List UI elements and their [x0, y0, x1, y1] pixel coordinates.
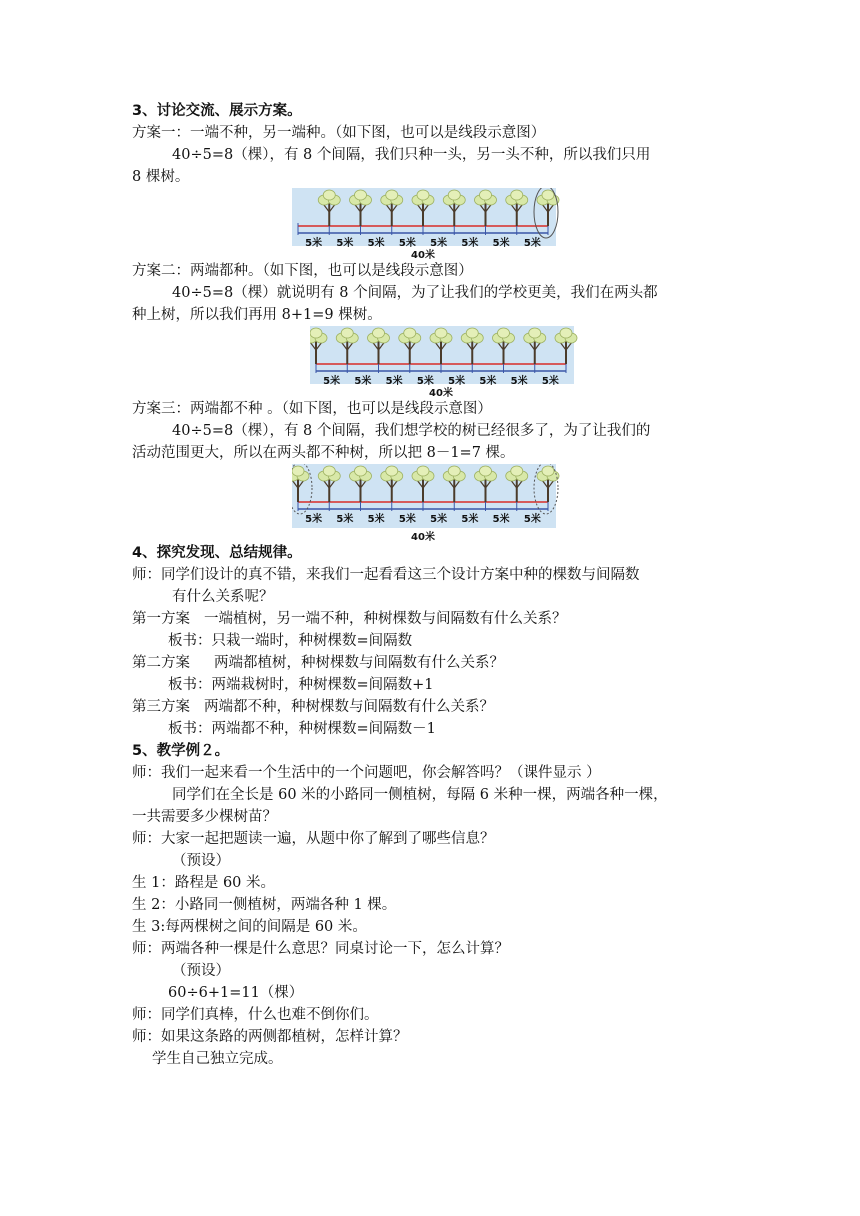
case1-question: 一端植树，另一端不种，种树棵数与间隔数有什么关系？ — [204, 611, 567, 627]
example-l1: 师：我们一起来看一个生活中的一个问题吧，你会解答吗？（课件显示 ） — [132, 765, 601, 781]
segment-label: 5米 — [492, 514, 510, 525]
case3 — [132, 696, 732, 718]
plan1-desc-cont: 8 棵树。 — [132, 169, 190, 185]
example-l4: 师：大家一起把题读一遍，从题中你了解到了哪些信息？ — [132, 831, 495, 847]
plan2-desc-cont: 种上树，所以我们再用 8+1=9 棵树。 — [132, 307, 382, 323]
case2 — [132, 652, 732, 674]
segment-label: 5米 — [305, 238, 323, 249]
segment-label: 5米 — [398, 238, 416, 249]
example-l2: 同学们在全长是 60 米的小路同一侧植树，每隔 6 米种一棵，两端各种一棵， — [172, 787, 668, 803]
case2-board: 板书：两端栽树时，种树棵数=间隔数+1 — [168, 677, 434, 693]
segment-label: 5米 — [541, 376, 559, 387]
plan3-figure — [132, 464, 732, 542]
segment-label: 5米 — [448, 376, 466, 387]
example-l7: 生 2：小路同一侧植树，两端各种 1 棵。 — [132, 897, 397, 913]
segment-label: 5米 — [461, 514, 479, 525]
segment-label: 5米 — [367, 238, 385, 249]
document-body — [132, 100, 732, 1070]
segment-label: 5米 — [461, 238, 479, 249]
example-l8: 生 3:每两棵树之间的间隔是 60 米。 — [132, 919, 367, 935]
case3-question: 两端都不种，种树棵数与间隔数有什么关系？ — [204, 699, 494, 715]
plan2-title: 方案二：两端都种。（如下图，也可以是线段示意图） — [132, 263, 473, 279]
plan2-figure — [132, 326, 732, 398]
case3-board: 板书：两端都不种，种树棵数=间隔数－1 — [168, 721, 436, 737]
plan1-title: 方案一：一端不种，另一端种。（如下图，也可以是线段示意图） — [132, 125, 546, 141]
example-l5: （预设） — [172, 853, 230, 869]
segment-label: 5米 — [354, 376, 372, 387]
segment-label: 5米 — [430, 514, 448, 525]
section4-heading: 4、探究发现、总结规律。 — [132, 545, 302, 561]
example-l3: 一共需要多少棵树苗？ — [132, 809, 277, 825]
segment-label: 5米 — [336, 238, 354, 249]
total-label: 40米 — [411, 532, 435, 542]
example-l6: 生 1：路程是 60 米。 — [132, 875, 276, 891]
segment-label: 5米 — [336, 514, 354, 525]
section5-heading: 5、教学例２。 — [132, 743, 230, 759]
segment-label: 5米 — [523, 514, 541, 525]
example-l12: 师：同学们真棒，什么也难不倒你们。 — [132, 1007, 379, 1023]
tree-diagram — [310, 326, 730, 398]
case2-question: 两端都植树，种树棵数与间隔数有什么关系？ — [214, 655, 504, 671]
example-l10: （预设） — [172, 963, 230, 979]
example-l11: 60÷6+1=11（棵） — [168, 985, 304, 1001]
teacher-question: 师：同学们设计的真不错，来我们一起看看这三个设计方案中种的棵数与间隔数 — [132, 567, 640, 583]
teacher-question-cont: 有什么关系呢？ — [172, 589, 274, 605]
tree-diagram — [292, 464, 712, 542]
example-l13: 师：如果这条路的两侧都植树，怎样计算？ — [132, 1029, 408, 1045]
plan1-desc: 40÷5=8（棵），有 8 个间隔，我们只种一头，另一头不种，所以我们只用 — [172, 147, 651, 163]
tree-diagram — [292, 188, 712, 260]
case3-label: 第三方案 — [132, 699, 190, 715]
case1-label: 第一方案 — [132, 611, 190, 627]
segment-label: 5米 — [305, 514, 323, 525]
segment-label: 5米 — [385, 376, 403, 387]
segment-label: 5米 — [510, 376, 528, 387]
plan3-title: 方案三：两端都不种 。（如下图，也可以是线段示意图） — [132, 401, 492, 417]
plan1-figure — [132, 188, 732, 260]
segment-label: 5米 — [367, 514, 385, 525]
segment-label: 5米 — [430, 238, 448, 249]
case1-board: 板书：只栽一端时，种树棵数=间隔数 — [168, 633, 413, 649]
example-l14: 学生自己独立完成。 — [152, 1051, 283, 1067]
total-label: 40米 — [411, 250, 435, 260]
plan3-desc: 40÷5=8（棵），有 8 个间隔，我们想学校的树已经很多了，为了让我们的 — [172, 423, 651, 439]
case2-label: 第二方案 — [132, 655, 190, 671]
example-l9: 师：两端各种一棵是什么意思？同桌讨论一下，怎么计算？ — [132, 941, 509, 957]
total-label: 40米 — [429, 388, 453, 398]
segment-label: 5米 — [323, 376, 341, 387]
segment-label: 5米 — [492, 238, 510, 249]
segment-label: 5米 — [398, 514, 416, 525]
section3-heading: 3、讨论交流、展示方案。 — [132, 103, 302, 119]
case1 — [132, 608, 732, 630]
plan2-desc: 40÷5=8（棵）就说明有 8 个间隔，为了让我们的学校更美，我们在两头都 — [172, 285, 658, 301]
segment-label: 5米 — [523, 238, 541, 249]
segment-label: 5米 — [416, 376, 434, 387]
plan3-desc-cont: 活动范围更大，所以在两头都不种树，所以把 8－1=7 棵。 — [132, 445, 515, 461]
segment-label: 5米 — [479, 376, 497, 387]
